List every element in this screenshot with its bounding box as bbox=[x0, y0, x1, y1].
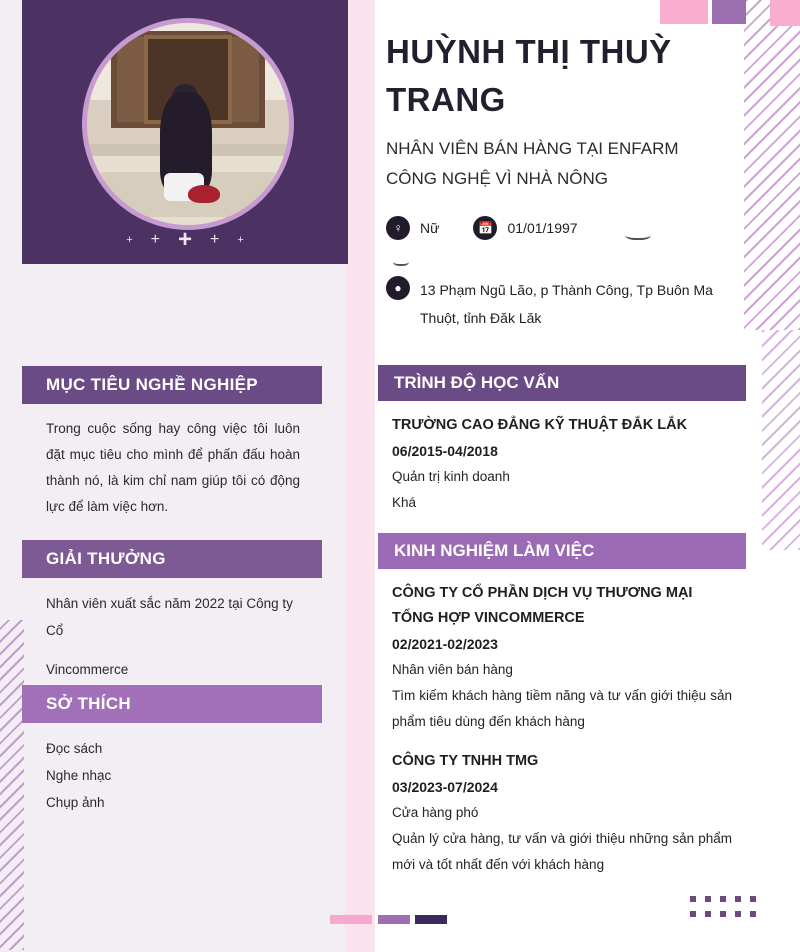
meta-row bbox=[386, 216, 726, 240]
hobbies-heading: SỞ THÍCH bbox=[22, 685, 322, 723]
plus-decoration-row bbox=[22, 228, 348, 252]
decor-bar-dark bbox=[415, 915, 447, 924]
awards-heading: GIẢI THƯỞNG bbox=[22, 540, 322, 578]
education-heading: TRÌNH ĐỘ HỌC VẤN bbox=[378, 365, 746, 401]
decor-square-purple bbox=[712, 0, 746, 24]
education-school: TRƯỜNG CAO ĐẲNG KỸ THUẬT ĐẮK LẮK bbox=[392, 417, 688, 433]
calendar-icon: 📅 bbox=[473, 216, 497, 240]
education-major: Quản trị kinh doanh bbox=[392, 469, 510, 484]
decor-square-pink-2 bbox=[770, 0, 800, 26]
decor-bar-pink bbox=[330, 915, 372, 924]
experience-description: Tìm kiếm khách hàng tiềm năng và tư vấn giới thiệu sản phẩm tiêu dùng đến khách hàng bbox=[392, 688, 732, 729]
experience-company: CÔNG TY CỔ PHẦN DỊCH VỤ THƯƠNG MẠI TỔNG HỢP VINCOMMERCE bbox=[392, 585, 693, 626]
squiggle-decor-2 bbox=[393, 256, 409, 266]
birthdate-value: 01/01/1997 bbox=[507, 220, 578, 236]
experience-item bbox=[392, 749, 732, 878]
experience-description: Quản lý cửa hàng, tư vấn và giới thiệu những sản phẩm mới và tốt nhất đến với khách hàng bbox=[392, 831, 732, 872]
objective-text: Trong cuộc sống hay công việc tôi luôn đặt mục tiêu cho mình để phấn đấu hoàn thành nó, là kim chỉ nam giúp tôi có động lực để làm việc hơn. bbox=[46, 421, 300, 514]
location-pin-icon: ● bbox=[386, 276, 410, 300]
experience-role: Cửa hàng phó bbox=[392, 805, 479, 820]
section-hobbies bbox=[22, 685, 322, 816]
decor-bar-purple bbox=[378, 915, 410, 924]
list-item: Nghe nhạc bbox=[46, 768, 112, 783]
objective-heading: MỤC TIÊU NGHỀ NGHIỆP bbox=[22, 366, 322, 404]
plus-icon: + bbox=[150, 231, 160, 248]
list-item: Chụp ảnh bbox=[46, 795, 105, 810]
experience-role: Nhân viên bán hàng bbox=[392, 662, 513, 677]
profile-photo bbox=[87, 23, 289, 225]
experience-item bbox=[392, 581, 732, 735]
award-line-2: Vincommerce bbox=[46, 662, 129, 677]
gender-value: Nữ bbox=[420, 220, 440, 236]
avatar bbox=[82, 18, 294, 230]
pink-divider-band bbox=[345, 0, 375, 952]
gender-icon: ♀ bbox=[386, 216, 410, 240]
award-line-1: Nhân viên xuất sắc năm 2022 tại Công ty Cổ bbox=[46, 596, 293, 638]
dot-grid-bottom-right bbox=[690, 896, 756, 928]
experience-dates: 02/2021-02/2023 bbox=[392, 636, 498, 652]
header-block bbox=[386, 28, 726, 332]
section-education bbox=[378, 365, 746, 516]
hatch-pattern-right-top bbox=[744, 0, 800, 330]
experience-dates: 03/2023-07/2024 bbox=[392, 779, 498, 795]
photo-panel bbox=[22, 0, 348, 264]
hatch-pattern-right-bottom bbox=[762, 330, 800, 550]
decor-square-pink bbox=[660, 0, 708, 24]
squiggle-decor bbox=[625, 228, 651, 240]
plus-icon: + bbox=[126, 233, 133, 246]
address-field bbox=[386, 276, 726, 332]
education-dates: 06/2015-04/2018 bbox=[392, 443, 498, 459]
education-grade: Khá bbox=[392, 495, 417, 510]
gender-field bbox=[386, 216, 439, 240]
section-experience bbox=[378, 533, 746, 878]
plus-icon: + bbox=[210, 231, 220, 248]
section-objective bbox=[22, 366, 322, 520]
section-awards bbox=[22, 540, 322, 683]
page-title: HUỲNH THỊ THUỲ TRANG bbox=[386, 33, 672, 118]
address-value: 13 Phạm Ngũ Lão, p Thành Công, Tp Buôn Ma Thuột, tỉnh Đăk Lăk bbox=[420, 282, 713, 326]
list-item: Đọc sách bbox=[46, 741, 103, 756]
job-subtitle: NHÂN VIÊN BÁN HÀNG TẠI ENFARM CÔNG NGHỆ VÌ NHÀ NÔNG bbox=[386, 139, 679, 188]
plus-icon: + bbox=[177, 226, 192, 253]
experience-company: CÔNG TY TNHH TMG bbox=[392, 753, 539, 769]
hatch-pattern-left bbox=[0, 620, 24, 950]
experience-heading: KINH NGHIỆM LÀM VIỆC bbox=[378, 533, 746, 569]
birthdate-field bbox=[473, 216, 577, 240]
plus-icon: + bbox=[237, 233, 244, 246]
